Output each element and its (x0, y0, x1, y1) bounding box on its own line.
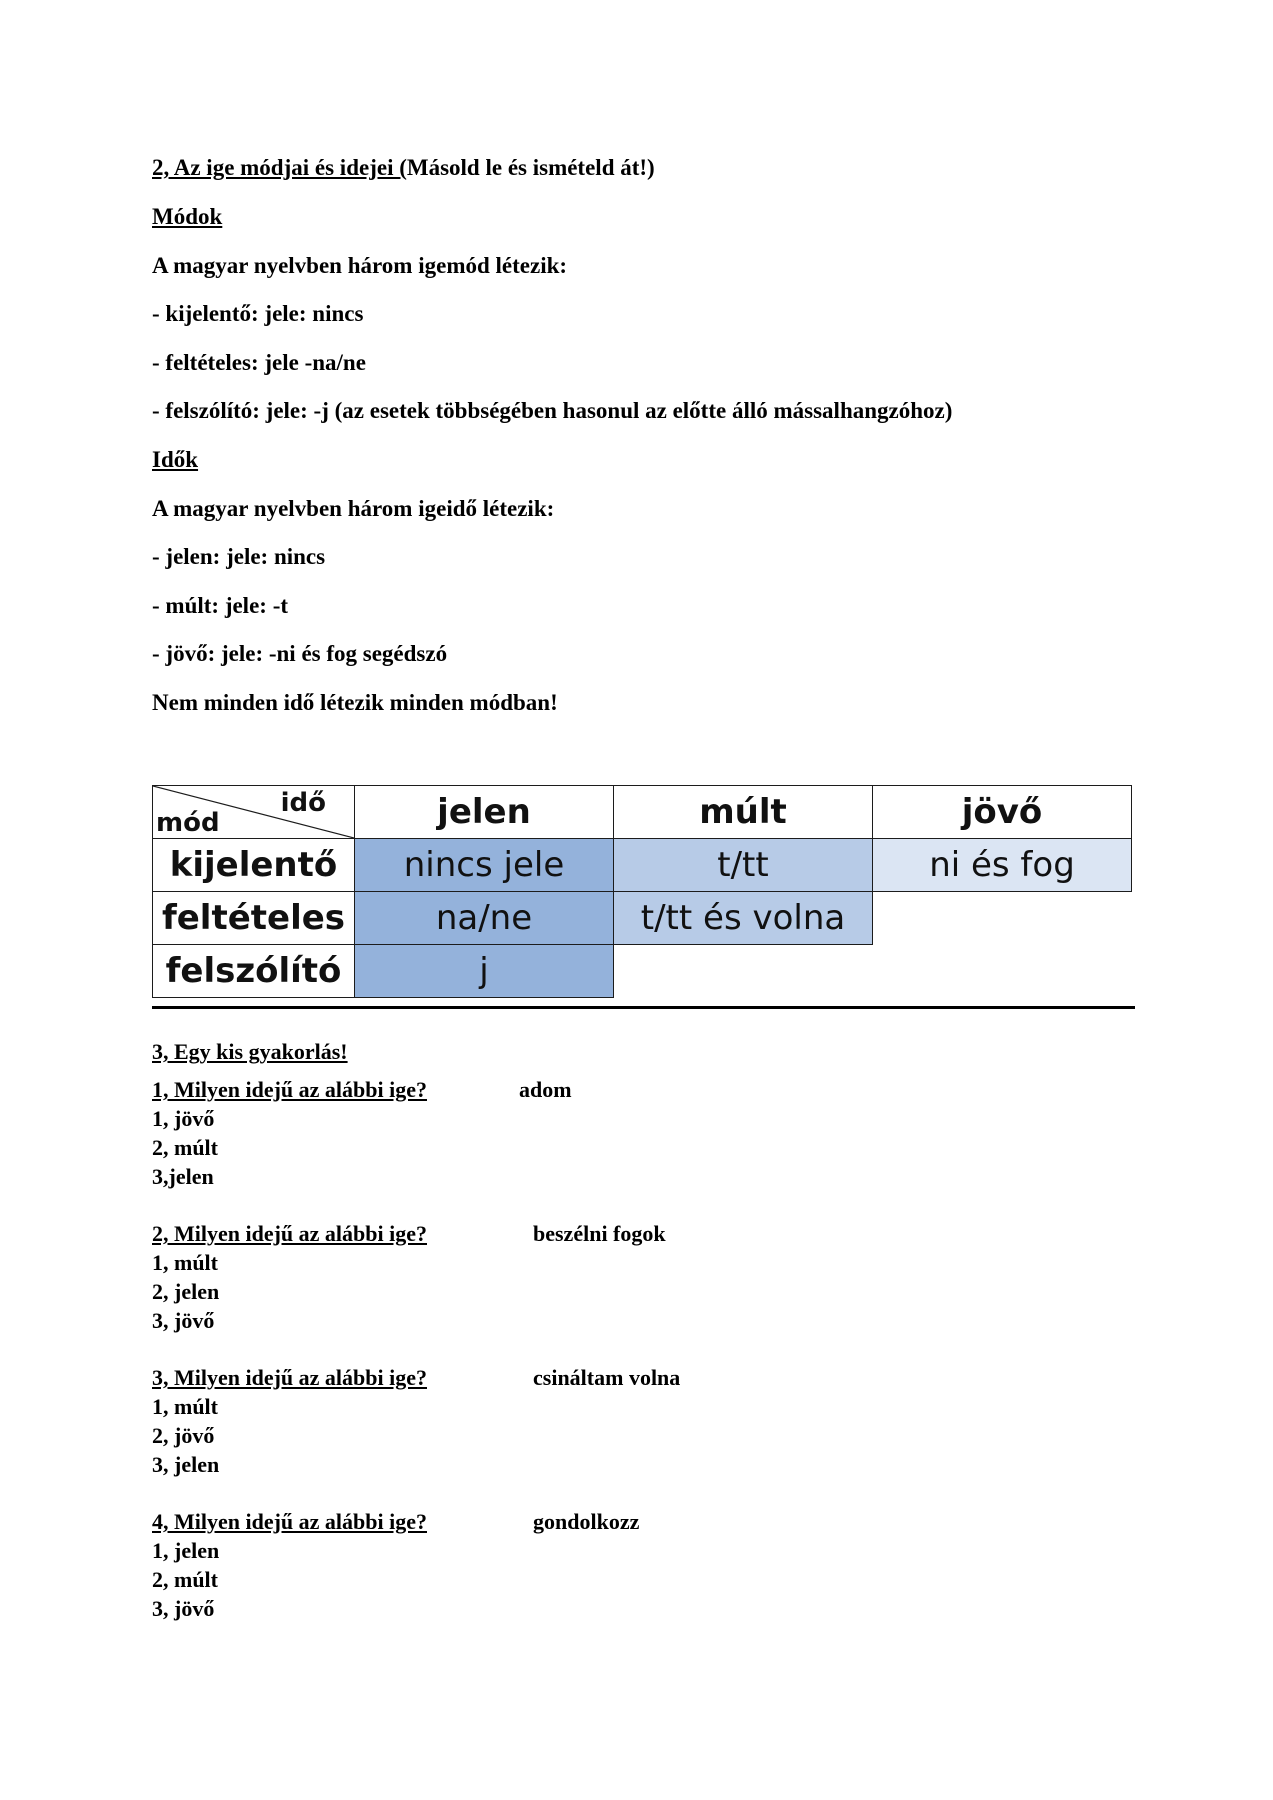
question-word: csináltam volna (533, 1365, 681, 1390)
answer-option[interactable]: 2, jelen (152, 1279, 220, 1304)
horizontal-divider (152, 1006, 1135, 1009)
table-cell: ni és fog (872, 838, 1132, 892)
modok-item: - kijelentő: jele: nincs (152, 301, 364, 326)
corner-label-mod: mód (156, 808, 220, 838)
answer-option[interactable]: 1, jelen (152, 1538, 220, 1563)
question-word: beszélni fogok (533, 1221, 666, 1246)
answer-option[interactable]: 2, múlt (152, 1135, 218, 1160)
answer-option[interactable]: 3, jelen (152, 1452, 220, 1477)
answer-option[interactable]: 1, múlt (152, 1250, 218, 1275)
idok-title: Idők (152, 447, 199, 472)
answer-option[interactable]: 3, jövő (152, 1308, 215, 1333)
question-word: adom (519, 1077, 572, 1102)
question (152, 1220, 427, 1248)
idok-item: - jövő: jele: -ni és fog segédszó (152, 641, 448, 666)
question (152, 1364, 427, 1392)
answer-option[interactable]: 3,jelen (152, 1164, 214, 1189)
answer-option[interactable]: 1, múlt (152, 1394, 218, 1419)
note: Nem minden idő létezik minden módban! (152, 690, 558, 715)
table-cell: nincs jele (354, 838, 614, 892)
column-header-mult: múlt (613, 785, 873, 839)
corner-label-ido: idő (280, 788, 326, 818)
idok-item: - jelen: jele: nincs (152, 544, 326, 569)
modok-item: - felszólító: jele: -j (az esetek többségében hasonul az előtte álló mássalhangzóhoz) (152, 398, 953, 423)
question (152, 1076, 427, 1104)
row-header-felszolito: felszólító (152, 944, 355, 998)
idok-intro: A magyar nyelvben három igeidő létezik: (152, 496, 555, 521)
section-heading (152, 154, 655, 182)
practice-title: 3, Egy kis gyakorlás! (152, 1039, 348, 1064)
table-cell: j (354, 944, 614, 998)
table-cell: t/tt (613, 838, 873, 892)
column-header-jovo: jövő (872, 785, 1132, 839)
question-text: 1, Milyen idejű az alábbi ige? (152, 1077, 427, 1102)
heading-underlined: 2, Az ige módjai és idejei ( (152, 155, 407, 180)
answer-option[interactable]: 2, jövő (152, 1423, 215, 1448)
row-header-kijelento: kijelentő (152, 838, 355, 892)
table-cell: t/tt és volna (613, 891, 873, 945)
answer-option[interactable]: 2, múlt (152, 1567, 218, 1592)
answer-option[interactable]: 1, jövő (152, 1106, 215, 1131)
question-text: 4, Milyen idejű az alábbi ige? (152, 1509, 427, 1534)
column-header-jelen: jelen (354, 785, 614, 839)
table-cell: na/ne (354, 891, 614, 945)
modok-title: Módok (152, 204, 223, 229)
idok-item: - múlt: jele: -t (152, 593, 289, 618)
table-corner-cell (152, 785, 355, 839)
question-word: gondolkozz (533, 1509, 640, 1534)
answer-option[interactable]: 3, jövő (152, 1596, 215, 1621)
modok-item: - feltételes: jele -na/ne (152, 350, 366, 375)
question-text: 2, Milyen idejű az alábbi ige? (152, 1221, 427, 1246)
question-text: 3, Milyen idejű az alábbi ige? (152, 1365, 427, 1390)
modok-intro: A magyar nyelvben három igemód létezik: (152, 253, 568, 278)
question (152, 1508, 427, 1536)
row-header-felteteles: feltételes (152, 891, 355, 945)
heading-rest: Másold le és ismételd át!) (406, 155, 655, 180)
